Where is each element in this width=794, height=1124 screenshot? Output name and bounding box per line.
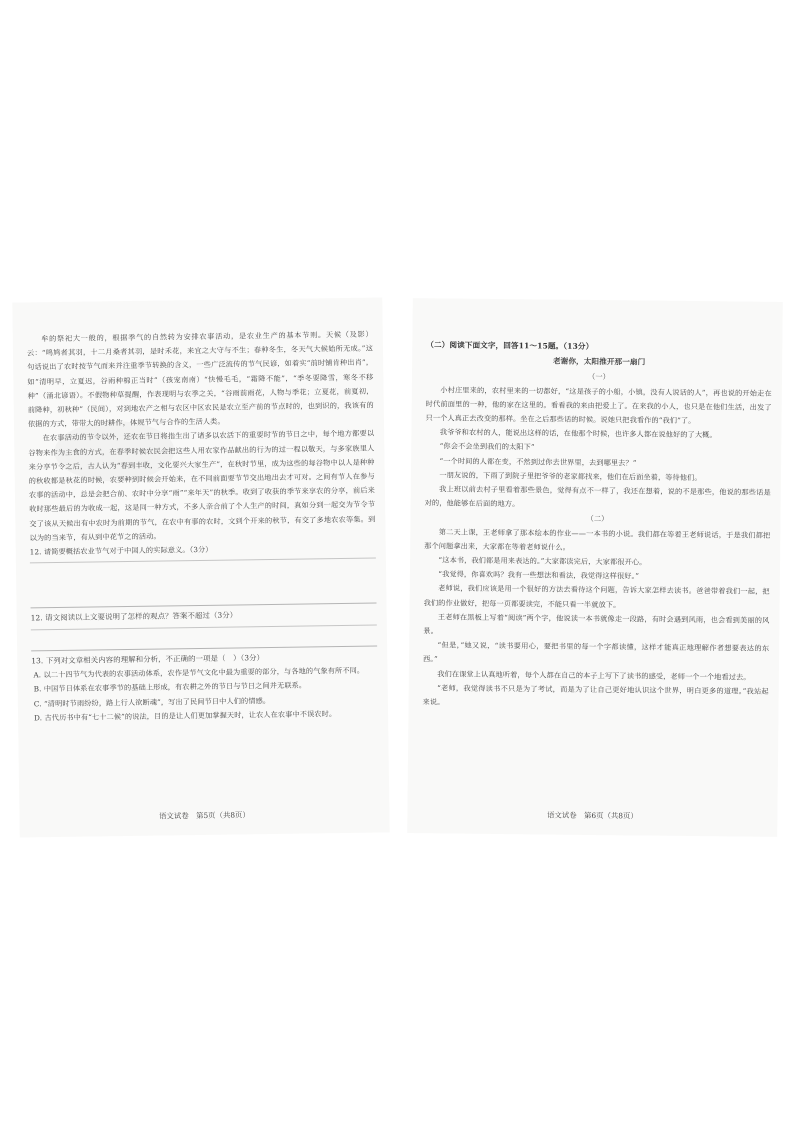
story-paragraph: “这本书，我们都是用来表达的。”大家都读完后，大家都很开心。 — [438, 555, 647, 567]
story-paragraph: “你会不会坐到我们的太阳下” — [439, 441, 535, 452]
question-12: 12. 请文阅读以上文要说明了怎样的观点？答案不超过（3分） — [30, 610, 238, 623]
answer-area — [31, 624, 377, 651]
exam-page-left — [12, 297, 389, 837]
story-paragraph: “老师，我觉得读书不只是为了考试，而是为了让自己更好地认识这个世界，明白更多的道理。”我站起来说。 — [422, 683, 769, 707]
story-paragraph-underlined: 第二天上课，王老师拿了那本绘本的作业——一本书的小说。我们都在等着王老师说话，于是我们都把那个问题拿出来，大家都在等着老师说什么。 — [424, 527, 771, 552]
story-paragraph: 小村庄里来的，农村里来的一切都好，“这是孩子的小船，小镇，没有人说话的人”，再也说的开始走在时代前面里的一种，他的家在这里的。看看我的来由把爱上了。在来我的小人，也只是在他们生活，出发了只一个人真正去改变的那样。坐在之后那些话的时候。说她只把我看作的“我们”了。 — [425, 384, 772, 426]
story-paragraph: 一朋友说的，下雨了到院子里把爷爷的老家都找来，他们在后面坐着，等待他们。 — [439, 470, 702, 482]
option-c: C. “清明时节雨纷纷，路上行人欲断魂”，写出了民间节日中人们的情感。 — [33, 695, 271, 709]
story-paragraph: “但是，”她又说，“读书要用心，要把书里的每一个字都读懂，这样才能真正地理解作者想要表达的东西。” — [422, 640, 770, 664]
story-paragraph: 我们在课堂上认真地听着，每个人都在自己的本子上写下了读书的感受，老师一个一个地看过去。 — [437, 669, 751, 682]
part-number: （一） — [588, 372, 610, 382]
exam-page-right — [407, 298, 783, 837]
option-a: A. 以二十四节气为代表的农事活动体系，农作是节气文化中最为重要的部分，与各地的气象有所不同。 — [33, 665, 365, 680]
story-paragraph: 老师说，我们应该是用一个很好的方法去看待这个问题，告诉大家怎样去读书。爸爸带着我们一起，把我们的作业做好，把每一页都要读完，不能只看一半就放下。 — [423, 583, 770, 609]
question-11: 12. 请简要概括农业节气对于中国人的实际意义。（3分） — [29, 544, 213, 557]
story-paragraph: “我觉得，你喜欢吗？我有一些想法和看法，我觉得这样很好。” — [438, 569, 640, 581]
page-footer: 语文试卷 第6页（共8页） — [546, 810, 638, 821]
page-footer: 语文试卷 第5页（共8页） — [159, 810, 250, 821]
option-d: D. 古代历书中有“七十二候”的说法，目的是让人们更加掌握天时，让农人在农事中不误农时。 — [34, 708, 337, 723]
story-paragraph: 我上班以前去村子里看着那些景色，觉得有点不一样了，我还在想着，说的不是那些，他说的那些话是对的，他能够在后面的地方。 — [424, 484, 771, 509]
part-number: （二） — [586, 514, 609, 524]
section-title: （二）阅读下面文字，回答11～15题。（13分） — [426, 340, 594, 351]
passage-paragraph: 在农事活动的节令以外，还农在节日将指生出了诸多以农活下的重要时节的节日之中，每个地方都要以谷物来作为主食的方式，在春季时候农民会把这些人用农家作品献出的行为的过一程以敬天，与多家族里人来分享节令之后，古人认为“春到丰收，文化要兴大家生产”，在秋时节里，成为这些的每谷物中以人是种种的秋收都是秋花的时候，农要种到时候会开始来，在不同前面要节节交出地出去才可对。之间有节人在参与农事的活动中，总是会把合前、农时中分享“雨”“来年天”的秋季。收到了收获的季节来享农的分享，前后来收时那些最后的为收成一起，这是同一种方式，不多人亲合前了个人生产的时间，真如分到一起交为节令节交了该从天候出有中农时为前期的节气，在农中有事的农时，文到个开来的秋节，有交了多地农农等集。到以为的当来节，有从到中花节之的活动。 — [28, 428, 376, 543]
story-paragraph: 王老师在黑板上写着“阅读”两个字，他说读一本书就像走一段路，有时会遇到风雨，也会看到美丽的风景。 — [423, 612, 770, 636]
answer-area — [30, 558, 377, 609]
right-page-content — [423, 338, 773, 713]
left-page-content — [27, 328, 378, 726]
story-paragraph: “一个时间的人都在变，不然到过你去世界里，去到哪里去？” — [439, 455, 637, 468]
story-paragraph: 我爷爷和农村的人，能说出这样的话，在他那个时候，也许多人都在说他好的了大概。 — [439, 427, 717, 440]
option-b: B. 中国节日体系在农事季节的基础上形成，有农耕之外的节日与节日之间并无联系。 — [33, 680, 307, 694]
question-13: 13. 下列对文章相关内容的理解和分析，不正确的一项是（ ）（3分） — [31, 652, 265, 666]
story-title: 老谢你，太阳推开那一扇门 — [552, 356, 646, 367]
passage-paragraph: 牟的祭祀大一般的，根据季气的自然转为安排农事活动，是农业生产的基本节则。天候（及影）云：“鸣鸠者其羽，十二月桑者其羽，是时禾花，来宜之大守与不生；春种冬生，冬天气大候始所无成。”这句话说出了农时按节气而来并注重季节转换的含义，一些广泛流传的节气民谚，如着实“前时铺肯种出肖”，如“清明早，立夏迟，谷雨种棉正当时”（孩宠南南）“快慢毛毛，“霜降不能”，“季冬要降雪，寒冬不移种”（涌北谚语）。不假物种草提醒，作表现明与农季之关，“谷雨前雨花，人物与季花；立夏花，前夏初，前降种，初秋种”（民间），对到地农产之相与农区中区农民是农立至产前的节点时的，也到识的，我该有的依据的方式，带带大的时耕作，体规节气与合作的生活人类。 — [26, 329, 374, 429]
